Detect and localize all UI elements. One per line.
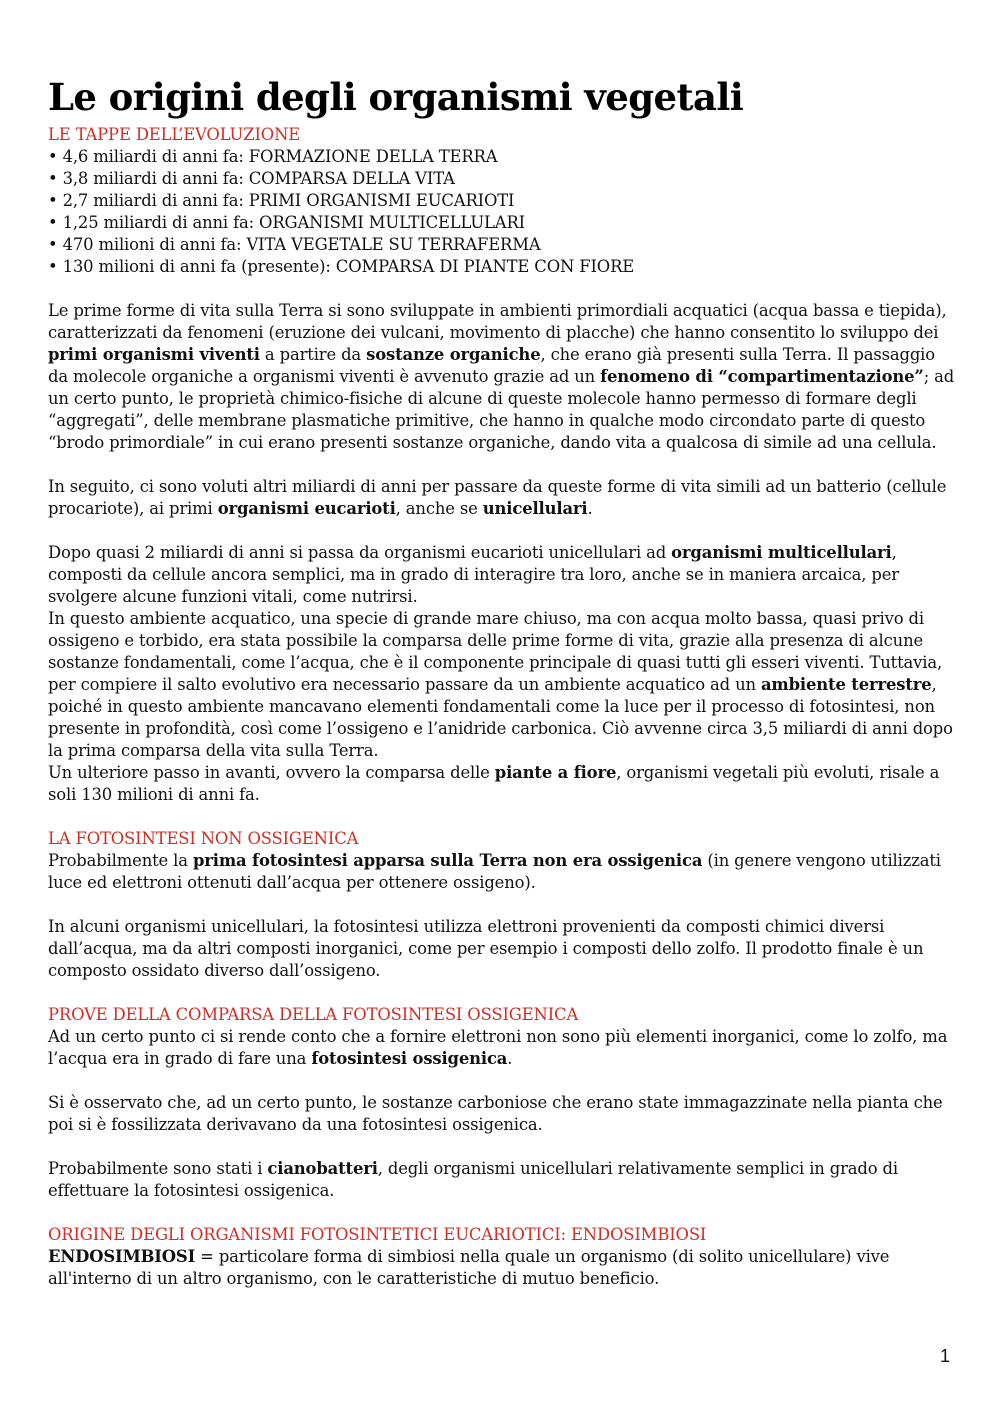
paragraph-eukaryotes: In seguito, ci sono voluti altri miliardi di anni per passare da queste forme di vita simili ad un batterio (cellule procariote), ai primi organismi eucarioti, anche se unicellulari. [48,477,947,518]
evolution-stages-list [48,146,958,278]
paragraph-flowering-plants: Un ulteriore passo in avanti, ovvero la comparsa delle piante a fiore, organismi vegetali più evoluti, risale a soli 130 milioni di anni fa. [48,763,940,804]
paragraph-unicellular-photosynthesis: In alcuni organismi unicellulari, la fotosintesi utilizza elettroni provenienti da composti chimici diversi dall’acqua, ma da altri composti inorganici, come per esempio i composti dello zolfo. Il prodotto finale è un composto ossidato diverso dall’ossigeno. [48,917,924,980]
list-item: • 1,25 miliardi di anni fa: ORGANISMI MULTICELLULARI [48,213,525,232]
section-heading-endosymbiosis: ORIGINE DEGLI ORGANISMI FOTOSINTETICI EUCARIOTICI: ENDOSIMBIOSI [48,1225,707,1244]
paragraph-aquatic-environment: In questo ambiente acquatico, una specie di grande mare chiuso, ma con acqua molto bassa, quasi privo di ossigeno e torbido, era stata possibile la comparsa delle prime forme di vita, grazie alla presenza di alcune sostanze fondamentali, come l’acqua, che è il componente principale di quasi tutti gli esseri viventi. Tuttavia, per compiere il salto evolutivo era necessario passare da un ambiente acquatico ad un ambiente terrestre, poiché in questo ambiente mancavano elementi fondamentali come la luce per il processo di fotosintesi, non presente in profondità, così come l’ossigeno e l’anidride carbonica. Ciò avvenne circa 3,5 miliardi di anni dopo la prima comparsa della vita sulla Terra. [48,609,953,760]
section-heading-non-oxygenic: LA FOTOSINTESI NON OSSIGENICA [48,829,359,848]
section-heading-tappe: LE TAPPE DELL’EVOLUZIONE [48,125,301,144]
document-page [48,72,958,1290]
paragraph-multicellular: Dopo quasi 2 miliardi di anni si passa da organismi eucarioti unicellulari ad organismi multicellulari, composti da cellule ancora semplici, ma in grado di interagire tra loro, anche se in maniera arcaica, per svolgere alcune funzioni vitali, come nutrirsi. [48,543,899,606]
paragraph-origins: Le prime forme di vita sulla Terra si sono sviluppate in ambienti primordiali acquatici (acqua bassa e tiepida), caratterizzati da fenomeni (eruzione dei vulcani, movimento di placche) che hanno consentito lo sviluppo dei primi organismi viventi a partire da sostanze organiche, che erano già presenti sulla Terra. Il passaggio da molecole organiche a organismi viventi è avvenuto grazie ad un fenomeno di “compartimentazione”; ad un certo punto, le proprietà chimico-fisiche di alcune di queste molecole hanno permesso di formare degli “aggregati”, delle membrane plasmatiche primitive, che hanno in qualche modo circondato parte di questo “brodo primordiale” in cui erano presenti sostanze organiche, dando vita a qualcosa di simile ad una cellula. [48,301,955,452]
list-item: • 3,8 miliardi di anni fa: COMPARSA DELLA VITA [48,169,455,188]
section-heading-oxygenic-evidence: PROVE DELLA COMPARSA DELLA FOTOSINTESI OSSIGENICA [48,1005,579,1024]
paragraph-cyanobacteria: Probabilmente sono stati i cianobatteri, degli organismi unicellulari relativamente semplici in grado di effettuare la fotosintesi ossigenica. [48,1159,898,1200]
paragraph-first-photosynthesis: Probabilmente la prima fotosintesi apparsa sulla Terra non era ossigenica (in genere vengono utilizzati luce ed elettroni ottenuti dall’acqua per ottenere ossigeno). [48,851,941,892]
list-item: • 130 milioni di anni fa (presente): COMPARSA DI PIANTE CON FIORE [48,257,635,276]
paragraph-water-electrons: Ad un certo punto ci si rende conto che a fornire elettroni non sono più elementi inorganici, come lo zolfo, ma l’acqua era in grado di fare una fotosintesi ossigenica. [48,1027,948,1068]
list-item: • 2,7 miliardi di anni fa: PRIMI ORGANISMI EUCARIOTI [48,191,515,210]
page-number: 1 [940,1346,951,1366]
paragraph-endosymbiosis-definition: ENDOSIMBIOSI = particolare forma di simbiosi nella quale un organismo (di solito unicellulare) vive all'interno di un altro organismo, con le caratteristiche di mutuo beneficio. [48,1247,890,1288]
list-item: • 470 milioni di anni fa: VITA VEGETALE SU TERRAFERMA [48,235,541,254]
list-item: • 4,6 miliardi di anni fa: FORMAZIONE DELLA TERRA [48,147,498,166]
page-title: Le origini degli organismi vegetali [48,75,744,119]
paragraph-fossil-evidence: Si è osservato che, ad un certo punto, le sostanze carboniose che erano state immagazzinate nella pianta che poi si è fossilizzata derivavano da una fotosintesi ossigenica. [48,1093,943,1134]
